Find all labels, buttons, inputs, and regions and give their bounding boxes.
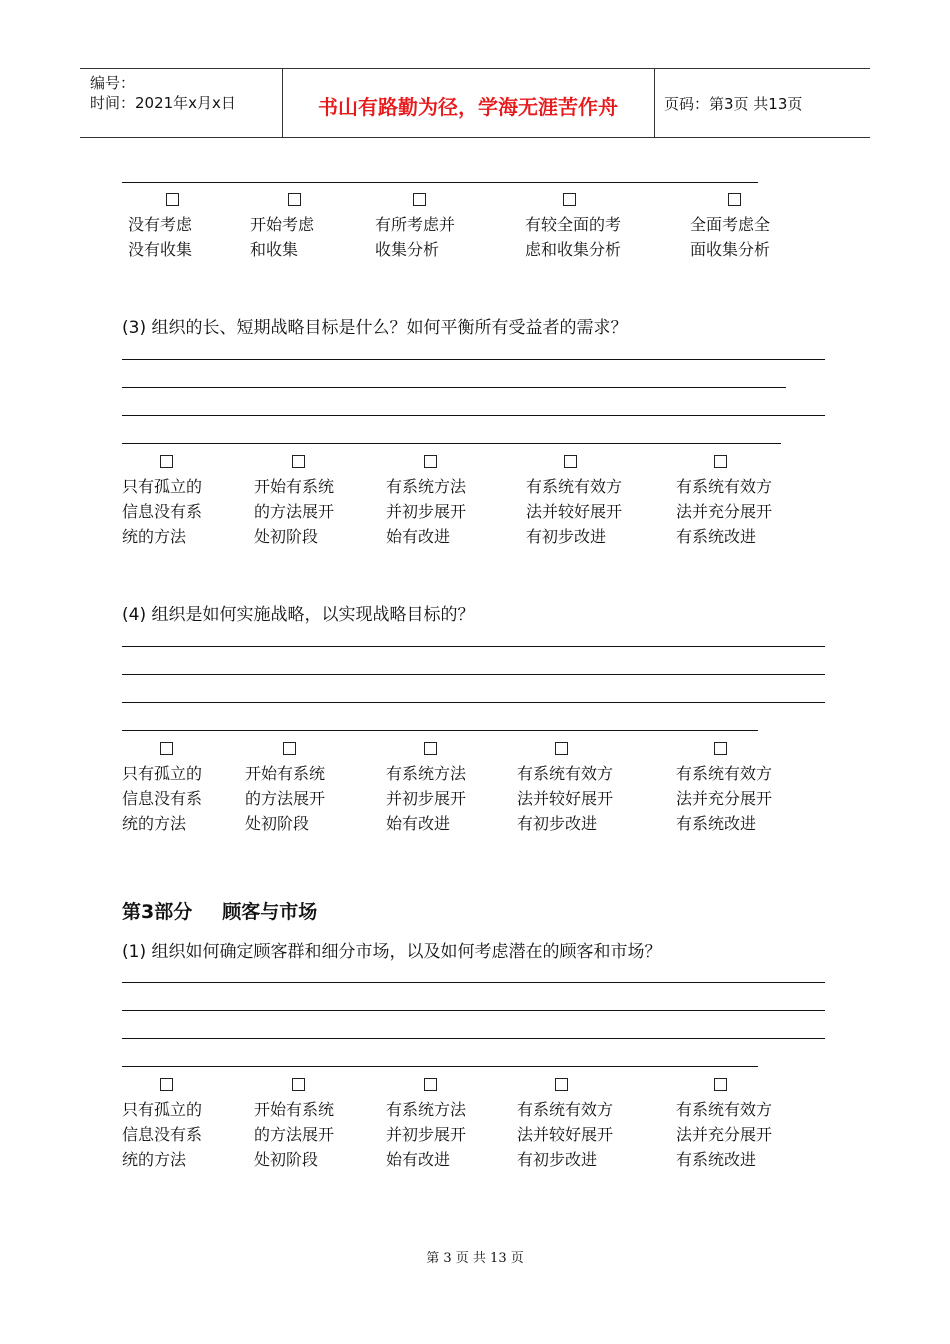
checkbox[interactable] (714, 1078, 727, 1091)
number-label: 编号： (90, 74, 136, 92)
option-item (676, 1078, 806, 1172)
header-meta (90, 73, 236, 113)
answer-line[interactable] (122, 1010, 825, 1011)
option-item (122, 1078, 232, 1172)
answer-line[interactable] (122, 415, 825, 416)
answer-line[interactable] (122, 702, 825, 703)
question-3: (3) 组织的长、短期战略目标是什么？如何平衡所有受益者的需求？ (122, 318, 628, 338)
question-s3-1: (1) 组织如何确定顾客群和细分市场，以及如何考虑潜在的顾客和市场？ (122, 942, 662, 962)
option-item (525, 193, 655, 262)
checkbox[interactable] (160, 742, 173, 755)
option-item (128, 193, 238, 262)
checkbox[interactable] (292, 455, 305, 468)
page-header (80, 68, 870, 138)
checkbox[interactable] (424, 455, 437, 468)
answer-line[interactable] (122, 182, 758, 183)
section-heading (122, 897, 317, 924)
answer-line[interactable] (122, 387, 786, 388)
option-item (517, 1078, 647, 1172)
checkbox[interactable] (424, 1078, 437, 1091)
answer-line[interactable] (122, 674, 825, 675)
option-item (122, 742, 232, 836)
checkbox[interactable] (166, 193, 179, 206)
option-item (690, 193, 800, 262)
checkbox[interactable] (424, 742, 437, 755)
option-label: 有系统有效方 法并充分展开 有系统改进 (676, 477, 773, 546)
checkbox[interactable] (555, 1078, 568, 1091)
option-label: 有系统有效方 法并较好展开 有初步改进 (517, 764, 614, 833)
answer-line[interactable] (122, 359, 825, 360)
header-motto: 书山有路勤为径，学海无涯苦作舟 (318, 95, 618, 119)
option-item (517, 742, 647, 836)
checkbox[interactable] (728, 193, 741, 206)
option-label: 开始有系统 的方法展开 处初阶段 (254, 1100, 335, 1169)
answer-line[interactable] (122, 730, 758, 731)
question-4: (4) 组织是如何实施战略，以实现战略目标的？ (122, 605, 475, 625)
checkbox[interactable] (563, 193, 576, 206)
answer-line[interactable] (122, 1038, 825, 1039)
checkbox[interactable] (160, 455, 173, 468)
checkbox[interactable] (292, 1078, 305, 1091)
checkbox[interactable] (413, 193, 426, 206)
option-label: 有系统有效方 法并较好展开 有初步改进 (517, 1100, 614, 1169)
option-item (386, 455, 496, 549)
checkbox[interactable] (288, 193, 301, 206)
checkbox[interactable] (555, 742, 568, 755)
checkbox[interactable] (564, 455, 577, 468)
option-item (254, 455, 364, 549)
option-item (122, 455, 232, 549)
header-page-label: 页码：第3页 共13页 (664, 95, 803, 113)
checkbox[interactable] (714, 455, 727, 468)
checkbox[interactable] (283, 742, 296, 755)
option-item (386, 742, 496, 836)
option-label: 只有孤立的 信息没有系 统的方法 (122, 1100, 203, 1169)
option-item (254, 1078, 364, 1172)
option-label: 没有考虑 没有收集 (128, 215, 193, 259)
answer-line[interactable] (122, 443, 781, 444)
page-footer: 第 3 页 共 13 页 (426, 1251, 524, 1266)
option-label: 开始有系统 的方法展开 处初阶段 (245, 764, 326, 833)
option-label: 有系统方法 并初步展开 始有改进 (386, 764, 467, 833)
option-label: 开始有系统 的方法展开 处初阶段 (254, 477, 335, 546)
checkbox[interactable] (160, 1078, 173, 1091)
option-item (526, 455, 656, 549)
option-item (386, 1078, 496, 1172)
option-label: 有所考虑并 收集分析 (375, 215, 456, 259)
option-label: 有系统有效方 法并充分展开 有系统改进 (676, 764, 773, 833)
option-item (676, 742, 806, 836)
answer-line[interactable] (122, 1066, 758, 1067)
option-label: 有系统方法 并初步展开 始有改进 (386, 1100, 467, 1169)
option-label: 有系统有效方 法并充分展开 有系统改进 (676, 1100, 773, 1169)
option-item (676, 455, 806, 549)
option-item (245, 742, 355, 836)
option-label: 有系统有效方 法并较好展开 有初步改进 (526, 477, 623, 546)
time-label: 时间：2021年x月x日 (90, 94, 236, 112)
option-item (250, 193, 360, 262)
option-label: 有较全面的考 虑和收集分析 (525, 215, 622, 259)
option-label: 只有孤立的 信息没有系 统的方法 (122, 477, 203, 546)
option-label: 全面考虑全 面收集分析 (690, 215, 771, 259)
answer-line[interactable] (122, 982, 825, 983)
option-label: 有系统方法 并初步展开 始有改进 (386, 477, 467, 546)
header-divider (654, 69, 655, 137)
option-item (375, 193, 485, 262)
option-label: 开始考虑 和收集 (250, 215, 315, 259)
section-part: 第3部分 (122, 901, 193, 923)
checkbox[interactable] (714, 742, 727, 755)
section-title: 顾客与市场 (222, 901, 318, 923)
answer-line[interactable] (122, 646, 825, 647)
option-label: 只有孤立的 信息没有系 统的方法 (122, 764, 203, 833)
